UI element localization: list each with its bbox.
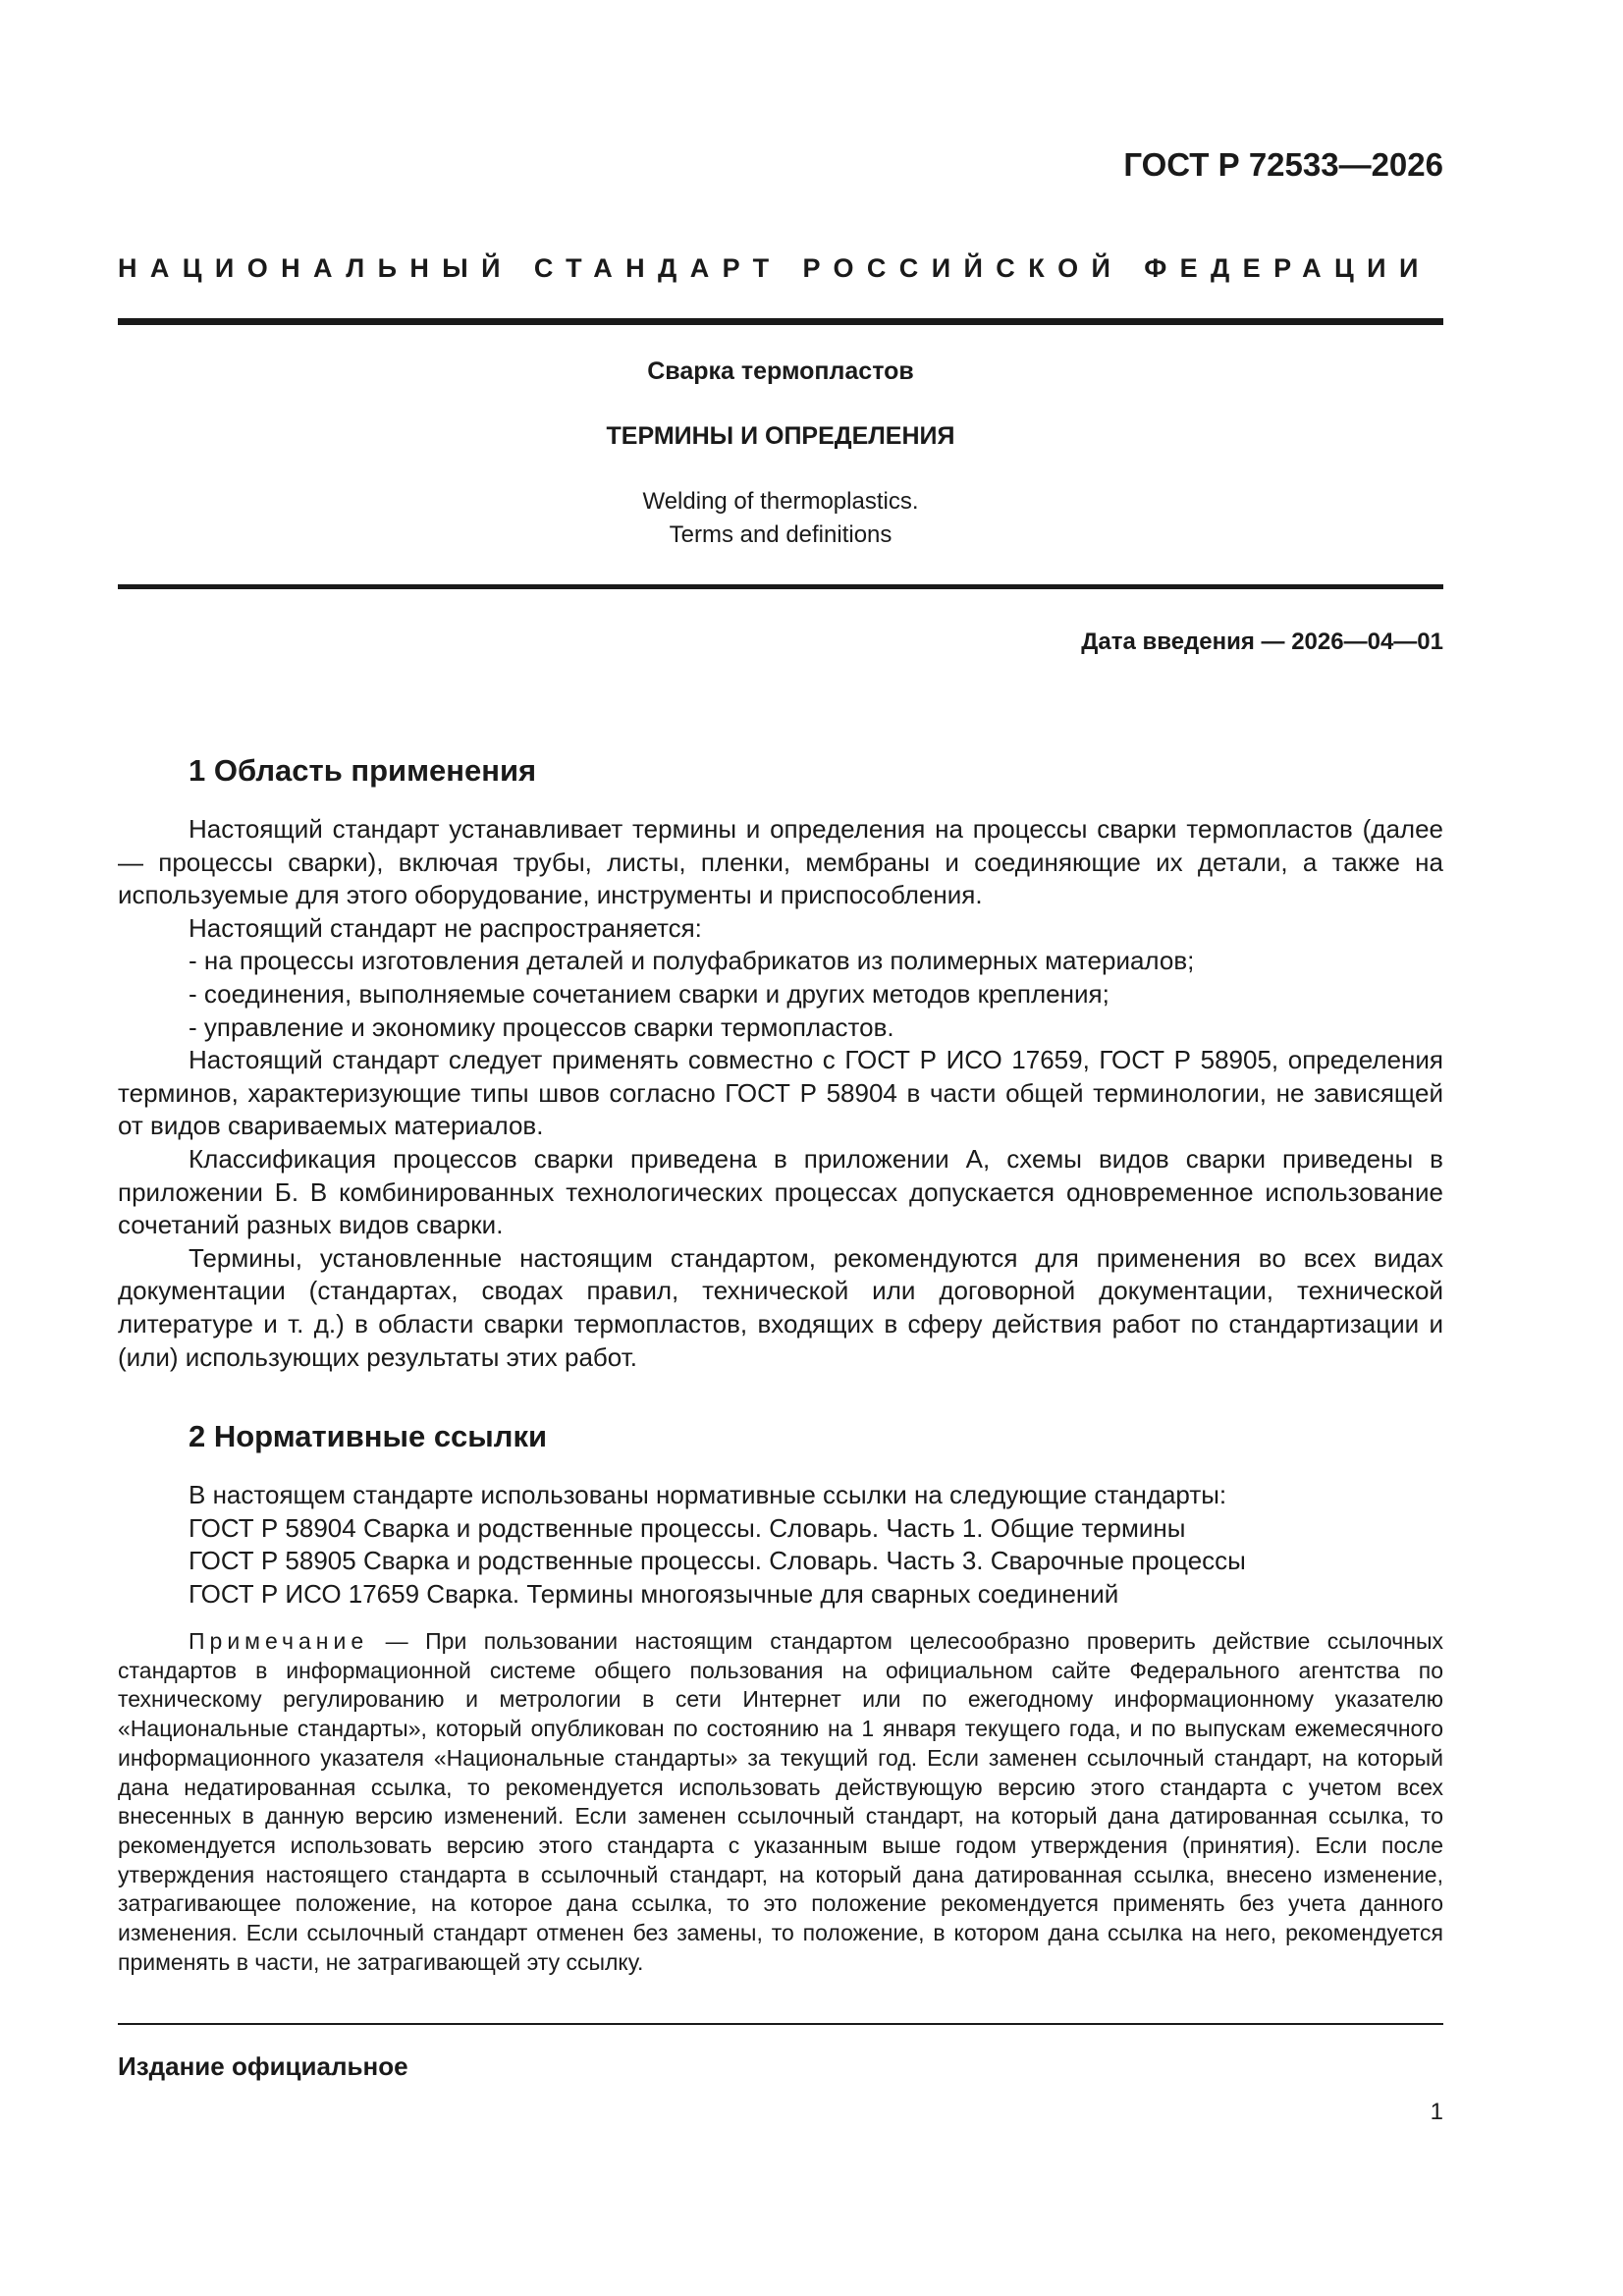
paragraph: Настоящий стандарт устанавливает термины и определения на процессы сварки термопластов (далее — процессы сварки), включая трубы, листы, пленки, мембраны и соединяющие их детали, а также на используемые для этого оборудование, инструменты и приспособления. bbox=[118, 814, 1443, 910]
paragraph: В настоящем стандарте использованы нормативные ссылки на следующие стандарты: bbox=[189, 1480, 1227, 1509]
section-heading-scope: 1 Область применения bbox=[189, 753, 537, 788]
note-text: — При пользовании настоящим стандартом целесообразно проверить действие ссылочных стандартов в информационной системе общего пользования на официальном сайте Федерального агентства по техническому регулированию и метрологии в сети Интернет или по ежегодному информационному указателю «Национальные стандарты», который опубликован по состоянию на 1 января текущего года, и по выпускам ежемесячного информационного указателя «Национальные стандарты» за текущий год. Если заменен ссылочный стандарт, на который дана недатированная ссылка, то рекомендуется использовать действующую версию этого стандарта с учетом всех внесенных в данную версию изменений. Если заменен ссылочный стандарт, на который дана датированная ссылка, то рекомендуется использовать версию этого стандарта с указанным выше годом утверждения (принятия). Если после утверждения настоящего стандарта в ссылочный стандарт, на который дана датированная ссылка, внесено изменение, затрагивающее положение, на которое дана ссылка, то это положение рекомендуется применять без учета данного изменения. Если ссылочный стандарт отменен без замены, то положение, в котором дана ссылка на него, рекомендуется применять в части, не затрагивающей эту ссылку. bbox=[118, 1628, 1443, 1975]
reference-item: ГОСТ Р 58905 Сварка и родственные процессы. Словарь. Часть 3. Сварочные процессы bbox=[189, 1546, 1246, 1576]
reference-item: ГОСТ Р 58904 Сварка и родственные процессы. Словарь. Часть 1. Общие термины bbox=[189, 1512, 1186, 1543]
reference-item: ГОСТ Р ИСО 17659 Сварка. Термины многоязычные для сварных соединений bbox=[189, 1578, 1119, 1609]
paragraph: Настоящий стандарт не распространяется: bbox=[189, 912, 702, 943]
list-item: - соединения, выполняемые сочетанием сварки и других методов крепления; bbox=[118, 978, 1443, 1011]
title-english bbox=[118, 485, 1443, 552]
national-standard-title: НАЦИОНАЛЬНЫЙ СТАНДАРТ РОССИЙСКОЙ ФЕДЕРАЦИИ bbox=[118, 253, 1432, 283]
paragraph: Классификация процессов сварки приведена в приложении А, схемы видов сварки приведены в приложении Б. В комбинированных технологических процессах допускается одновременное использование сочетаний разных видов сварки. bbox=[118, 1143, 1443, 1240]
section-scope-body bbox=[118, 813, 1443, 1374]
page-number: 1 bbox=[1430, 2099, 1443, 2125]
title-russian-subtitle: ТЕРМИНЫ И ОПРЕДЕЛЕНИЯ bbox=[606, 422, 955, 450]
note bbox=[118, 1627, 1443, 1977]
footer-rule bbox=[118, 2023, 1443, 2025]
title-rule bbox=[118, 584, 1443, 589]
title-russian: Сварка термопластов bbox=[647, 357, 914, 385]
section-heading-normative-references: 2 Нормативные ссылки bbox=[189, 1419, 548, 1453]
title-english-line-2: Terms and definitions bbox=[669, 521, 893, 548]
introduction-date: Дата введения — 2026—04—01 bbox=[1081, 629, 1443, 655]
list-item: - на процессы изготовления деталей и полуфабрикатов из полимерных материалов; bbox=[118, 945, 1443, 978]
header-rule bbox=[118, 318, 1443, 325]
paragraph: Термины, установленные настоящим стандартом, рекомендуются для применения во всех видах документации (стандартах, сводах правил, технической или договорной документации, технической литературе и т. д.) в области сварки термопластов, входящих в сферу действия работ по стандартизации и (или) использующих результаты этих работ. bbox=[118, 1242, 1443, 1372]
list-item: - управление и экономику процессов сварки термопластов. bbox=[118, 1011, 1443, 1045]
official-edition-label: Издание официальное bbox=[118, 2051, 408, 2081]
section-references-body bbox=[118, 1479, 1443, 1611]
note-label: Примечание bbox=[189, 1628, 369, 1654]
document-number: ГОСТ Р 72533—2026 bbox=[1123, 146, 1443, 183]
paragraph: Настоящий стандарт следует применять совместно с ГОСТ Р ИСО 17659, ГОСТ Р 58905, определения терминов, характеризующие типы швов согласно ГОСТ Р 58904 в части общей терминологии, не зависящей от видов свариваемых материалов. bbox=[118, 1045, 1443, 1141]
title-english-line-1: Welding of thermoplastics. bbox=[642, 488, 919, 515]
